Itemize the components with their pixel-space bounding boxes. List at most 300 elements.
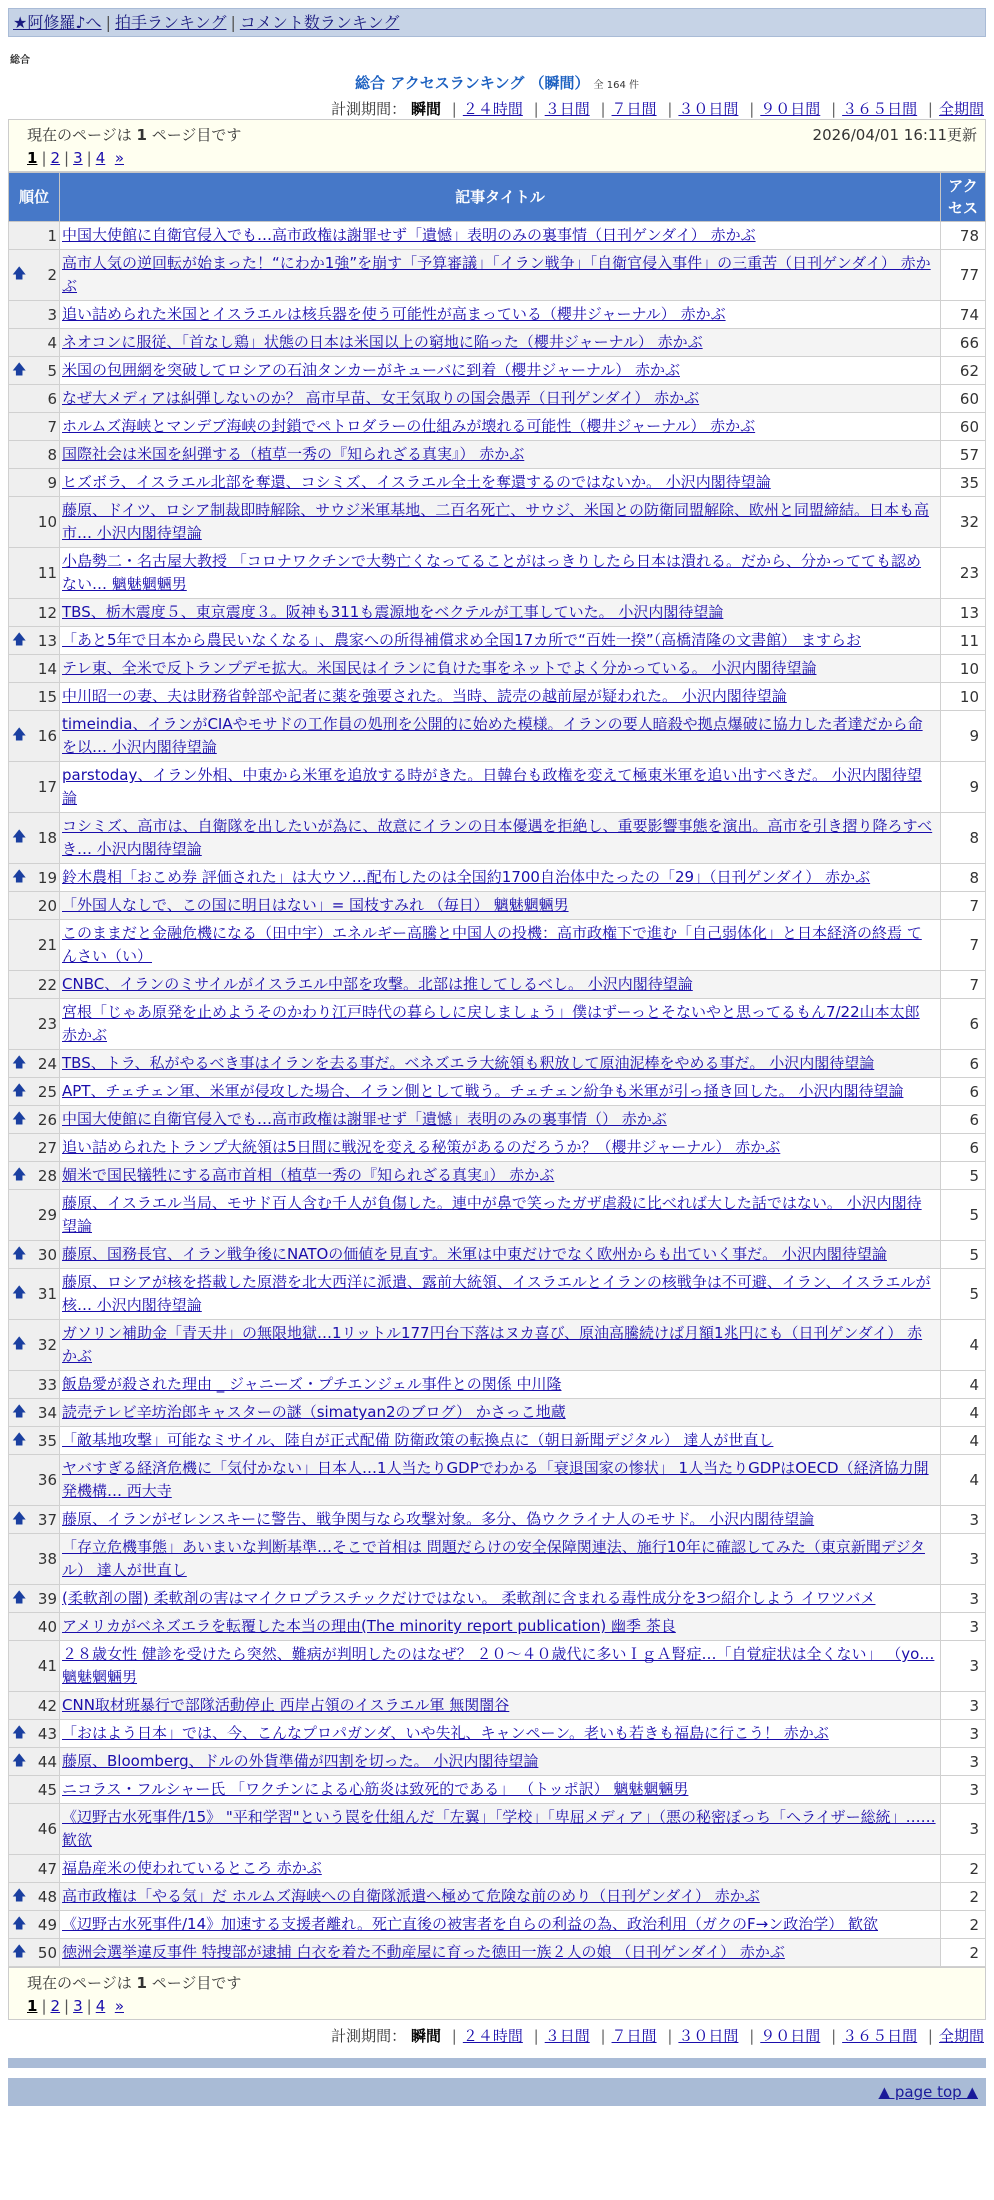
article-title-link[interactable]: 徳洲会選挙違反事件 特捜部が逮捕 白衣を着た不動産屋に育った徳田一族２人の娘 （日刊ゲンダイ） 赤かぶ	[62, 1943, 785, 1961]
title-cell	[60, 1371, 941, 1399]
access-count: 4	[941, 1371, 986, 1399]
rank-cell	[9, 1534, 60, 1585]
period-all[interactable]: 全期間	[938, 100, 984, 118]
article-title-link[interactable]: テレ東、全米で反トランプデモ拡大。米国民はイランに負けた事をネットでよく分かっている。 小沢内閣待望論	[62, 659, 817, 677]
table-header-row	[9, 173, 986, 222]
rank-number: 39	[37, 1589, 57, 1608]
rank-cell	[9, 864, 60, 892]
rank-cell	[9, 892, 60, 920]
rank-up-arrow-icon: 🡅	[12, 1887, 27, 1904]
rank-number: 19	[37, 868, 57, 887]
title-cell	[60, 1641, 941, 1692]
current-page-text: 現在のページは 1 ページ目です	[27, 126, 242, 144]
title-cell	[60, 1050, 941, 1078]
article-title-link[interactable]: 藤原、イランがゼレンスキーに警告、戦争関与なら攻撃対象。多分、偽ウクライナ人のモサド。 小沢内閣待望論	[62, 1510, 815, 1528]
access-count: 3	[941, 1692, 986, 1720]
title-cell	[60, 683, 941, 711]
rank-number: 4	[47, 333, 57, 352]
access-count: 2	[941, 1939, 986, 1967]
page-link-2[interactable]: 2	[50, 1997, 61, 2015]
access-count: 60	[941, 413, 986, 441]
title-cell	[60, 1269, 941, 1320]
period-90d[interactable]: ９０日間	[760, 2027, 821, 2045]
table-row	[9, 1269, 986, 1320]
rank-cell	[9, 385, 60, 413]
rank-cell	[9, 1692, 60, 1720]
article-title-link[interactable]: CNN取材班暴行で部隊活動停止 西岸占領のイスラエル軍 無関闇谷	[62, 1696, 510, 1714]
rank-cell	[9, 469, 60, 497]
section-label: 総合	[10, 55, 30, 66]
page-next-link[interactable]: »	[114, 1997, 124, 2015]
title-cell	[60, 548, 941, 599]
table-row	[9, 813, 986, 864]
rank-cell	[9, 1455, 60, 1506]
access-count: 2	[941, 1855, 986, 1883]
title-cell	[60, 920, 941, 971]
rank-up-arrow-icon: 🡅	[12, 1110, 27, 1127]
rank-cell	[9, 250, 60, 301]
access-count: 78	[941, 222, 986, 250]
rank-number: 49	[37, 1915, 57, 1934]
article-title-link[interactable]: 《辺野古水死事件/14》加速する支援者離れ。死亡直後の被害者を自らの利益の為、政治利用（ガクのF→ン政治学） 歓欲	[62, 1915, 879, 1933]
article-title-link[interactable]: 「存立危機事態」あいまいな判断基準…そこで首相は 問題だらけの安全保障関連法、施行10年に確認してみた（東京新聞デジタル） 達人が世直し	[62, 1538, 925, 1579]
table-row	[9, 1190, 986, 1241]
page-link-3[interactable]: 3	[73, 149, 83, 167]
access-count: 6	[941, 1050, 986, 1078]
access-count: 60	[941, 385, 986, 413]
access-count: 62	[941, 357, 986, 385]
rank-cell	[9, 683, 60, 711]
table-row	[9, 357, 986, 385]
rank-cell	[9, 1641, 60, 1692]
access-count: 13	[941, 599, 986, 627]
period-7d[interactable]: ７日間	[611, 100, 657, 118]
rank-number: 27	[37, 1138, 57, 1157]
rank-up-arrow-icon: 🡅	[12, 1752, 27, 1769]
rank-number: 12	[37, 603, 57, 622]
rank-number: 38	[37, 1550, 57, 1568]
table-row	[9, 999, 986, 1050]
article-title-link[interactable]: 高市人気の逆回転が始まった！“にわか1強”を崩す「予算審議」「イラン戦争」「自衛官侵入事件」の三重苦（日刊ゲンダイ） 赤かぶ	[62, 254, 931, 295]
rank-number: 34	[37, 1403, 57, 1422]
rank-cell	[9, 1427, 60, 1455]
access-count: 4	[941, 1427, 986, 1455]
rank-cell	[9, 1613, 60, 1641]
title-cell	[60, 864, 941, 892]
table-row	[9, 1241, 986, 1269]
rank-cell	[9, 1911, 60, 1939]
rank-number: 43	[37, 1724, 57, 1743]
table-row	[9, 1692, 986, 1720]
table-row	[9, 1804, 986, 1855]
access-count: 3	[941, 1534, 986, 1585]
period-365d[interactable]: ３６５日間	[842, 100, 918, 118]
title-cell	[60, 1585, 941, 1613]
rank-up-arrow-icon: 🡅	[12, 266, 27, 282]
title-cell	[60, 413, 941, 441]
page-top-bar	[8, 2078, 986, 2106]
period-30d[interactable]: ３０日間	[678, 2027, 739, 2045]
rank-cell	[9, 1883, 60, 1911]
title-cell	[60, 1078, 941, 1106]
rank-cell	[9, 1748, 60, 1776]
top-nav	[8, 8, 986, 37]
rank-number: 8	[47, 445, 57, 464]
article-title-link[interactable]: 媚米で国民犠牲にする高市首相（植草一秀の『知られざる真実』） 赤かぶ	[62, 1166, 555, 1184]
access-count: 3	[941, 1776, 986, 1804]
rank-number: 32	[37, 1336, 57, 1354]
title-cell	[60, 1162, 941, 1190]
access-count: 3	[941, 1506, 986, 1534]
article-title-link[interactable]: TBS、栃木震度５、東京震度３。阪神も311も震源地をベクテルが工事していた。 小沢内閣待望論	[62, 603, 724, 621]
rank-number: 45	[37, 1780, 57, 1799]
article-title-link[interactable]: ヒズボラ、イスラエル北部を奪還、コシミズ、イスラエル全土を奪還するのではないか。 小沢内閣待望論	[62, 473, 771, 491]
title-cell	[60, 1320, 941, 1371]
table-row	[9, 1371, 986, 1399]
access-count: 4	[941, 1399, 986, 1427]
article-title-link[interactable]: なぜ大メディアは糾弾しないのか？ 高市早苗、女王気取りの国会愚弄（日刊ゲンダイ） 赤かぶ	[62, 389, 700, 407]
access-count: 3	[941, 1585, 986, 1613]
rank-number: 37	[37, 1510, 57, 1529]
article-title-link[interactable]: 小島勢二・名古屋大教授 「コロナワクチンで大勢亡くなってることがはっきりしたら日本は潰れる。だから、分かってても認めない… 魑魅魍魎男	[62, 552, 922, 593]
article-title-link[interactable]: ２８歳女性 健診を受けたら突然、難病が判明したのはなぜ？ ２０～４０歳代に多いＩｇＡ腎症…「自覚症状は全くない」 （yo… 魑魅魍魎男	[62, 1645, 935, 1686]
rank-cell	[9, 1320, 60, 1371]
access-count: 6	[941, 1134, 986, 1162]
rank-up-arrow-icon: 🡅	[12, 829, 27, 845]
access-count: 10	[941, 683, 986, 711]
rank-cell	[9, 497, 60, 548]
title-cell	[60, 385, 941, 413]
link-asyura-home[interactable]: ★阿修羅♪へ	[13, 13, 102, 32]
rank-cell	[9, 627, 60, 655]
page-top-link[interactable]: ▲ page top ▲	[878, 2083, 978, 2101]
rank-number: 14	[37, 659, 57, 678]
rank-cell	[9, 1106, 60, 1134]
rank-number: 10	[37, 513, 57, 531]
table-row	[9, 469, 986, 497]
period-current: 瞬間	[410, 2027, 441, 2045]
title-cell	[60, 1613, 941, 1641]
article-title-link[interactable]: ネオコンに服従、「首なし鶏」状態の日本は米国以上の窮地に陥った（櫻井ジャーナル） 赤かぶ	[62, 333, 703, 351]
pager-top	[8, 119, 986, 172]
article-title-link[interactable]: 国際社会は米国を糾弾する（植草一秀の『知られざる真実』） 赤かぶ	[62, 445, 525, 463]
rank-cell	[9, 222, 60, 250]
table-row	[9, 1506, 986, 1534]
table-row	[9, 1050, 986, 1078]
page-link-2[interactable]: 2	[50, 149, 61, 167]
table-row	[9, 1399, 986, 1427]
article-title-link[interactable]: 「あと5年で日本から農民いなくなる」、農家への所得補償求め全国17カ所で“百姓一揆”（高橋清隆の文書館） ますらお	[62, 631, 861, 649]
rank-number: 21	[37, 936, 57, 954]
title-cell	[60, 301, 941, 329]
table-row	[9, 329, 986, 357]
table-row	[9, 441, 986, 469]
table-row	[9, 1320, 986, 1371]
rank-cell	[9, 711, 60, 762]
title-cell	[60, 762, 941, 813]
period-label: 計測期間：	[331, 2027, 407, 2045]
article-title-link[interactable]: (柔軟剤の闇) 柔軟剤の害はマイクロプラスチックだけではない。 柔軟剤に含まれる毒性成分を3つ紹介しよう イワツバメ	[62, 1589, 876, 1607]
article-title-link[interactable]: 中国大使館に自衛官侵入でも…高市政権は謝罪せず「遺憾」表明のみの裏事情（） 赤かぶ	[62, 1110, 667, 1128]
period-label: 計測期間：	[331, 100, 407, 118]
rank-up-arrow-icon: 🡅	[12, 868, 27, 885]
period-90d[interactable]: ９０日間	[760, 100, 821, 118]
rank-number: 46	[37, 1820, 57, 1838]
article-title-link[interactable]: ニコラス・フルシャー氏 「ワクチンによる心筋炎は致死的である」 （トッポ訳） 魑魅魍魎男	[62, 1780, 689, 1798]
rank-up-arrow-icon: 🡅	[12, 1403, 27, 1420]
rank-number: 20	[37, 896, 57, 915]
table-row	[9, 1939, 986, 1967]
article-title-link[interactable]: 追い詰められたトランプ大統領は5日間に戦況を変える秘策があるのだろうか？（櫻井ジャーナル） 赤かぶ	[62, 1138, 781, 1156]
title-cell	[60, 1939, 941, 1967]
table-row	[9, 1585, 986, 1613]
rank-number: 3	[47, 305, 57, 324]
rank-number: 28	[37, 1166, 57, 1185]
rank-cell	[9, 599, 60, 627]
rank-up-arrow-icon: 🡅	[12, 1245, 27, 1262]
article-title-link[interactable]: 藤原、国務長官、イラン戦争後にNATOの価値を見直す。米軍は中東だけでなく欧州からも出ていく事だ。 小沢内閣待望論	[62, 1245, 887, 1263]
table-row	[9, 1720, 986, 1748]
rank-number: 11	[37, 564, 57, 582]
rank-cell	[9, 813, 60, 864]
title-cell	[60, 1720, 941, 1748]
table-row	[9, 250, 986, 301]
link-applause-ranking[interactable]: 拍手ランキング	[114, 13, 227, 32]
period-30d[interactable]: ３０日間	[678, 100, 739, 118]
table-row	[9, 1534, 986, 1585]
table-row	[9, 1162, 986, 1190]
period-all[interactable]: 全期間	[938, 2027, 984, 2045]
rank-up-arrow-icon: 🡅	[12, 1589, 27, 1606]
table-row	[9, 683, 986, 711]
article-title-link[interactable]: 「おはよう日本」では、今、こんなプロパガンダ、いや失礼、キャンペーン。老いも若きも福島に行こう！ 赤かぶ	[62, 1724, 829, 1742]
rank-cell	[9, 441, 60, 469]
period-selector-top: 計測期間： 瞬間 | ２４時間 | ３日間 | ７日間 | ３０日間 | ９０日間 | ３６５日間 | 全期間	[331, 100, 984, 118]
table-row	[9, 627, 986, 655]
article-title-link[interactable]: ガソリン補助金「青天井」の無限地獄…1リットル177円台下落はヌカ喜び、原油高騰続けば月額1兆円にも（日刊ゲンダイ） 赤かぶ	[62, 1324, 923, 1365]
page-links: 1 | 2 | 3 | 4 »	[27, 149, 124, 167]
article-title-link[interactable]: 「敵基地攻撃」可能なミサイル、陸自が正式配備 防衛政策の転換点に（朝日新聞デジタル） 達人が世直し	[62, 1431, 774, 1449]
article-title-link[interactable]: TBS、トラ、私がやるべき事はイランを去る事だ。ベネズエラ大統領も釈放して原油泥棒をやめる事だ。 小沢内閣待望論	[62, 1054, 875, 1072]
title-cell	[60, 1241, 941, 1269]
title-cell	[60, 711, 941, 762]
rank-up-arrow-icon: 🡅	[12, 1336, 27, 1352]
rank-number: 13	[37, 631, 57, 650]
table-row	[9, 1613, 986, 1641]
rank-number: 30	[37, 1245, 57, 1264]
title-cell	[60, 1506, 941, 1534]
period-selector-bottom: 計測期間： 瞬間 | ２４時間 | ３日間 | ７日間 | ３０日間 | ９０日間 | ３６５日間 | 全期間	[331, 2027, 984, 2045]
page-link-4[interactable]: 4	[95, 149, 106, 167]
rank-cell	[9, 1269, 60, 1320]
article-title-link[interactable]: APT、チェチェン軍、米軍が侵攻した場合、イラン側として戦う。チェチェン紛争も米軍が引っ掻き回した。 小沢内閣待望論	[62, 1082, 904, 1100]
article-title-link[interactable]: CNBC、イランのミサイルがイスラエル中部を攻撃。北部は推してしるべし。 小沢内閣待望論	[62, 975, 693, 993]
nav-separator: |	[230, 13, 236, 32]
access-count: 7	[941, 892, 986, 920]
access-count: 74	[941, 301, 986, 329]
rank-cell	[9, 971, 60, 999]
rank-number: 2	[47, 266, 57, 284]
rank-cell	[9, 1720, 60, 1748]
access-count: 6	[941, 1078, 986, 1106]
page-link-4[interactable]: 4	[95, 1997, 106, 2015]
article-title-link[interactable]: 福島産米の使われているところ 赤かぶ	[62, 1859, 322, 1877]
rank-number: 40	[37, 1617, 57, 1636]
article-title-link[interactable]: ヤバすぎる経済危機に「気付かない」日本人…1人当たりGDPでわかる「衰退国家の惨状」 1人当たりGDPはOECD（経済協力開発機構… 西大寺	[62, 1459, 929, 1500]
table-row	[9, 1855, 986, 1883]
access-count: 2	[941, 1883, 986, 1911]
article-title-link[interactable]: このままだと金融危機になる（田中宇）エネルギー高騰と中国人の投機：高市政権下で進む「自己弱体化」と日本経済の終焉 てんさい（い）	[62, 924, 922, 965]
title-cell	[60, 1106, 941, 1134]
period-7d[interactable]: ７日間	[611, 2027, 657, 2045]
article-title-link[interactable]: コシミズ、高市は、自衛隊を出したいが為に、故意にイランの日本優遇を拒絶し、重要影響事態を演出。高市を引き摺り降ろすべき… 小沢内閣待望論	[62, 817, 933, 858]
article-title-link[interactable]: アメリカがベネズエラを転覆した本当の理由(The minority report publication) 幽季 茶良	[62, 1617, 676, 1635]
table-row	[9, 222, 986, 250]
article-title-link[interactable]: 《辺野古水死事件/15》 "平和学習"という罠を仕組んだ「左翼」「学校」「卑屈メディア」（悪の秘密ぼっち「ヘライザー総統」…… 歓欲	[62, 1808, 936, 1849]
page-link-current[interactable]: 1	[27, 149, 38, 167]
rank-number: 41	[37, 1657, 57, 1675]
table-row	[9, 1134, 986, 1162]
title-cell	[60, 1883, 941, 1911]
rank-cell	[9, 920, 60, 971]
table-row	[9, 497, 986, 548]
period-3d[interactable]: ３日間	[544, 2027, 590, 2045]
period-24h[interactable]: ２４時間	[462, 2027, 523, 2045]
page-link-3[interactable]: 3	[73, 1997, 83, 2015]
rank-number: 6	[47, 389, 57, 408]
access-count: 4	[941, 1320, 986, 1371]
rank-up-arrow-icon: 🡅	[12, 1431, 27, 1448]
table-row	[9, 301, 986, 329]
rank-number: 7	[47, 417, 57, 436]
access-count: 9	[941, 762, 986, 813]
article-title-link[interactable]: 追い詰められた米国とイスラエルは核兵器を使う可能性が高まっている（櫻井ジャーナル） 赤かぶ	[62, 305, 726, 323]
article-title-link[interactable]: 鈴木農相「おこめ券 評価された」は大ウソ…配布したのは全国約1700自治体中たったの「29」（日刊ゲンダイ） 赤かぶ	[62, 868, 871, 886]
current-page-text: 現在のページは 1 ページ目です	[27, 1974, 242, 1992]
nav-separator: |	[105, 13, 111, 32]
rank-up-arrow-icon: 🡅	[12, 1943, 27, 1960]
updated-timestamp: 2026/04/01 16:11更新	[812, 126, 977, 144]
access-count: 3	[941, 1641, 986, 1692]
rank-number: 17	[37, 778, 57, 796]
title-cell	[60, 599, 941, 627]
rank-cell	[9, 548, 60, 599]
rank-number: 16	[37, 727, 57, 745]
rank-cell	[9, 1190, 60, 1241]
article-title-link[interactable]: 読売テレビ辛坊治郎キャスターの謎（simatyan2のブログ） かさっこ地蔵	[62, 1403, 566, 1421]
page-next-link[interactable]: »	[114, 149, 124, 167]
rank-cell	[9, 413, 60, 441]
title-cell	[60, 1455, 941, 1506]
access-count: 35	[941, 469, 986, 497]
rank-up-arrow-icon: 🡅	[12, 361, 27, 378]
access-count: 5	[941, 1241, 986, 1269]
table-row	[9, 762, 986, 813]
access-count: 10	[941, 655, 986, 683]
article-title-link[interactable]: 「外国人なしで、この国に明日はない」= 国枝すみれ （毎日） 魑魅魍魎男	[62, 896, 569, 914]
rank-number: 24	[37, 1054, 57, 1073]
article-title-link[interactable]: 米国の包囲網を突破してロシアの石油タンカーがキューバに到着（櫻井ジャーナル） 赤かぶ	[62, 361, 680, 379]
period-24h[interactable]: ２４時間	[462, 100, 523, 118]
access-count: 8	[941, 813, 986, 864]
rank-cell	[9, 329, 60, 357]
article-title-link[interactable]: 藤原、Bloomberg、ドルの外貨準備が四割を切った。 小沢内閣待望論	[62, 1752, 539, 1770]
rank-number: 31	[37, 1285, 57, 1303]
article-title-link[interactable]: 中国大使館に自衛官侵入でも…高市政権は謝罪せず「遺憾」表明のみの裏事情（日刊ゲンダイ） 赤かぶ	[62, 226, 756, 244]
title-cell	[60, 469, 941, 497]
access-count: 57	[941, 441, 986, 469]
rank-cell	[9, 1371, 60, 1399]
article-title-link[interactable]: ホルムズ海峡とマンデブ海峡の封鎖でペトロダラーの仕組みが壊れる可能性（櫻井ジャーナル） 赤かぶ	[62, 417, 756, 435]
header-title: 記事タイトル	[60, 173, 941, 222]
article-title-link[interactable]: 藤原、イスラエル当局、モサド百人含む千人が負傷した。連中が鼻で笑ったガザ虐殺に比べれば大した話ではない。 小沢内閣待望論	[62, 1194, 922, 1235]
article-title-link[interactable]: parstoday、イラン外相、中東から米軍を追放する時がきた。日韓台も政権を変えて極東米軍を追い出すべきだ。 小沢内閣待望論	[62, 766, 922, 807]
table-row	[9, 655, 986, 683]
title-cell	[60, 329, 941, 357]
article-title-link[interactable]: 高市政権は「やる気」だ ホルムズ海峡への自衛隊派遣へ極めて危険な前のめり（日刊ゲンダイ） 赤かぶ	[62, 1887, 760, 1905]
total-count: 全 164 件	[593, 80, 639, 91]
access-count: 6	[941, 1106, 986, 1134]
article-title-link[interactable]: 飯島愛が殺された理由 _ ジャニーズ・プチエンジェル事件との関係 中川隆	[62, 1375, 562, 1393]
rank-cell	[9, 1078, 60, 1106]
rank-number: 25	[37, 1082, 57, 1101]
rank-up-arrow-icon: 🡅	[12, 1285, 27, 1301]
title-cell	[60, 892, 941, 920]
article-title-link[interactable]: timeindia、イランがCIAやモサドの工作員の処刑を公開的に始めた模様。イランの要人暗殺や拠点爆破に協力した者達だから命を以… 小沢内閣待望論	[62, 715, 923, 756]
link-comment-ranking[interactable]: コメント数ランキング	[239, 13, 400, 32]
title-cell	[60, 1804, 941, 1855]
access-count: 77	[941, 250, 986, 301]
access-count: 3	[941, 1720, 986, 1748]
article-title-link[interactable]: 中川昭一の妻、夫は財務省幹部や記者に薬を強要された。当時、読売の越前屋が疑われた。 小沢内閣待望論	[62, 687, 787, 705]
page-links: 1 | 2 | 3 | 4 »	[27, 1997, 124, 2015]
rank-cell	[9, 1399, 60, 1427]
title-cell	[60, 1134, 941, 1162]
ranking-title	[8, 72, 986, 93]
rank-number: 42	[37, 1696, 57, 1715]
table-row	[9, 1911, 986, 1939]
rank-number: 18	[37, 829, 57, 847]
table-row	[9, 413, 986, 441]
rank-number: 35	[37, 1431, 57, 1450]
title-cell	[60, 1855, 941, 1883]
table-row	[9, 711, 986, 762]
article-title-link[interactable]: 藤原、ロシアが核を搭載した原潜を北大西洋に派遣、露前大統領、イスラエルとイランの核戦争は不可避、イラン、イスラエルが核… 小沢内閣待望論	[62, 1273, 931, 1314]
footer-divider	[8, 2058, 986, 2068]
table-row	[9, 1427, 986, 1455]
access-count: 9	[941, 711, 986, 762]
article-title-link[interactable]: 宮根「じゃあ原発を止めようそのかわり江戸時代の暮らしに戻しましょう」僕はずーっとそないやと思ってるもん7/22山本太郎 赤かぶ	[62, 1003, 920, 1044]
header-rank: 順位	[9, 173, 60, 222]
page-link-current[interactable]: 1	[27, 1997, 38, 2015]
rank-cell	[9, 999, 60, 1050]
rank-number: 5	[47, 361, 57, 380]
period-3d[interactable]: ３日間	[544, 100, 590, 118]
table-row	[9, 1776, 986, 1804]
rank-cell	[9, 1939, 60, 1967]
rank-number: 48	[37, 1887, 57, 1906]
rank-cell	[9, 1585, 60, 1613]
table-row	[9, 892, 986, 920]
article-title-link[interactable]: 藤原、ドイツ、ロシア制裁即時解除、サウジ米軍基地、二百名死亡、サウジ、米国との防衛同盟解除、欧州と同盟締結。日本も高市… 小沢内閣待望論	[62, 501, 930, 542]
title-cell	[60, 1692, 941, 1720]
access-count: 3	[941, 1613, 986, 1641]
period-365d[interactable]: ３６５日間	[842, 2027, 918, 2045]
table-row	[9, 1078, 986, 1106]
title-cell	[60, 999, 941, 1050]
access-count: 3	[941, 1804, 986, 1855]
access-count: 7	[941, 920, 986, 971]
